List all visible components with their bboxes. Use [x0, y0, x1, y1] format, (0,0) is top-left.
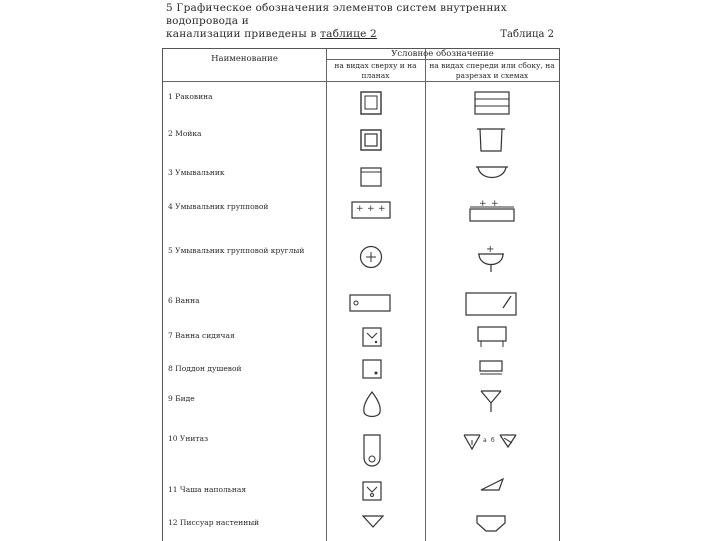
- svg-text:б: б: [491, 437, 495, 444]
- svg-text:+: +: [486, 244, 495, 255]
- bidet-front-icon: [480, 389, 502, 413]
- sink-front-icon: [474, 91, 510, 115]
- group-washbasin-top-icon: [351, 201, 391, 219]
- washbasin-front-icon: [475, 165, 509, 183]
- row-name: 9 Биде: [168, 394, 195, 403]
- bidet-top-icon: [362, 390, 382, 420]
- urinal-front-icon: [476, 515, 506, 533]
- header-divider: [326, 59, 559, 60]
- urinal-top-icon: [362, 515, 384, 529]
- row-name: 2 Мойка: [168, 129, 202, 138]
- row-name: 8 Поддон душевой: [168, 364, 242, 373]
- svg-text:+: +: [367, 204, 375, 214]
- row-name: 7 Ванна сидячая: [168, 331, 235, 340]
- symbols-table: [162, 48, 560, 541]
- row-name: 3 Умывальник: [168, 168, 225, 177]
- header-symbol-group: Условное обозначение: [391, 49, 494, 59]
- header-top-view: на видах сверху и на планах: [334, 61, 417, 80]
- row-name: 12 Писсуар настенный: [168, 518, 260, 527]
- group-washbasin-front-icon: [467, 197, 517, 223]
- svg-text:+: +: [491, 199, 499, 209]
- table-title: Таблица 2: [500, 29, 554, 40]
- bathtub-top-icon: [349, 294, 391, 312]
- washbasin-top-icon: [360, 167, 382, 187]
- svg-text:+: +: [356, 204, 364, 214]
- row-name: 6 Ванна: [168, 296, 200, 305]
- svg-text:a: a: [483, 437, 487, 444]
- round-washbasin-top-icon: [359, 245, 383, 269]
- sitz-bath-front-icon: [477, 326, 507, 348]
- row-name: 1 Раковина: [168, 92, 213, 101]
- row-name: 5 Умывальник групповой круглый: [168, 246, 305, 255]
- floor-bowl-top-icon: [362, 481, 382, 501]
- header-name-column: Наименование: [211, 54, 278, 64]
- shower-tray-top-icon: [362, 359, 382, 379]
- column-divider: [425, 49, 426, 541]
- intro-line-1: 5 Графическое обозначения элементов систем внутренних водопровода и: [166, 2, 507, 27]
- svg-text:+: +: [378, 204, 386, 214]
- header-front-view: на видах спереди или сбоку, на разрезах и схемах: [429, 61, 555, 80]
- toilet-front-icon: [463, 433, 519, 453]
- row-name: 11 Чаша напольная: [168, 485, 247, 494]
- shower-tray-front-icon: [479, 360, 503, 376]
- intro-line-2-prefix: канализации приведены в: [166, 28, 321, 40]
- kitchen-sink-top-icon: [360, 129, 382, 151]
- svg-text:+: +: [479, 199, 487, 209]
- row-name: 4 Умывальник групповой: [168, 202, 269, 211]
- kitchen-sink-front-icon: [476, 127, 506, 153]
- header-bottom-line: [163, 81, 559, 82]
- table-reference-link[interactable]: таблице 2: [320, 28, 377, 40]
- column-divider: [326, 49, 327, 541]
- sink-top-icon: [360, 91, 382, 115]
- toilet-top-icon: [362, 434, 382, 468]
- floor-bowl-front-icon: [480, 478, 504, 492]
- row-name: 10 Унитаз: [168, 434, 209, 443]
- sitz-bath-top-icon: [362, 327, 382, 347]
- bathtub-front-icon: [465, 292, 517, 316]
- round-washbasin-front-icon: [476, 242, 506, 274]
